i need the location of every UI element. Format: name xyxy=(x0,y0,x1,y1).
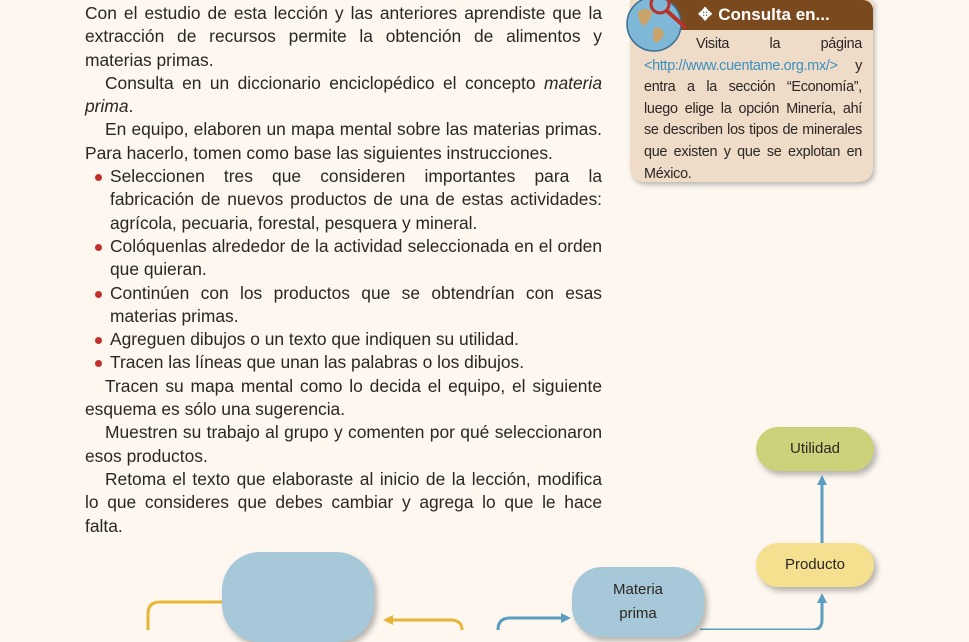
left-to-materia-arrow xyxy=(498,618,566,630)
consulta-title: Consulta en... xyxy=(718,5,830,24)
paragraph-consulta-text: Consulta en un diccionario enciclopédico el concepto xyxy=(105,72,544,93)
list-item-text: Continúen con los productos que se obtendrían con esas materias primas. xyxy=(110,282,602,326)
producto-label: Producto xyxy=(784,556,846,573)
utilidad-node xyxy=(756,427,874,471)
consulta-rest: y entra a la sección “Economía”, luego elige la opción Minería, ahí se describen los tipos de minerales que existen y que se explotan en México. xyxy=(644,57,862,182)
paragraph-retoma: Retoma el texto que elaboraste al inicio de la lección, modifica lo que consideres que debes cambiar y agrega lo que le hace falta. xyxy=(85,468,602,536)
consulta-intro: Visita la página xyxy=(696,36,862,52)
materia-prima-node xyxy=(572,567,704,637)
paragraph-muestren: Muestren su trabajo al grupo y comenten por qué seleccionaron esos productos. xyxy=(85,422,602,466)
list-item-text: Tracen las líneas que unan las palabras o los dibujos. xyxy=(110,352,525,373)
utilidad-label: Utilidad xyxy=(789,440,841,457)
list-item-text: Colóquenlas alrededor de la actividad seleccionada en el orden que quieran. xyxy=(110,235,602,280)
blank-blob-node xyxy=(222,552,374,642)
cuentame-link[interactable]: <http://www.cuentame.org.mx/> xyxy=(644,57,838,74)
paragraph-mapa: Tracen su mapa mental como lo decida el equipo, el siguiente esquema es sólo una sugerencia. xyxy=(85,375,602,420)
producto-node xyxy=(756,543,874,587)
materia-prima-term: materia prima xyxy=(85,72,602,117)
list-item-text: Seleccionen tres que consideren importantes para la fabricación de nuevos productos de una de estas actividades: agrícola, pecuaria, forestal, pesquera y mineral. xyxy=(110,166,602,233)
list-item-text: Agreguen dibujos o un texto que indiquen su utilidad. xyxy=(110,329,519,350)
yellow-arrow-to-blob xyxy=(388,620,462,630)
materia-to-producto-arrow xyxy=(700,598,822,630)
materia-label-line1: Materia xyxy=(612,581,664,598)
paragraph-consulta-end: . xyxy=(128,96,134,117)
yellow-left-connector xyxy=(148,602,222,630)
paragraph-intro: Con el estudio de esta lección y las anteriores aprendiste que la extracción de recursos permite la obtención de alimentos y materias primas. xyxy=(85,3,602,70)
materia-label-line2: prima xyxy=(619,605,657,622)
materia-prima-label xyxy=(613,578,663,626)
paragraph-equipo: En equipo, elaboren un mapa mental sobre las materias primas. Para hacerlo, tomen como base las siguientes instrucciones. xyxy=(85,119,602,163)
move-cross-icon: ✥ xyxy=(698,5,713,24)
